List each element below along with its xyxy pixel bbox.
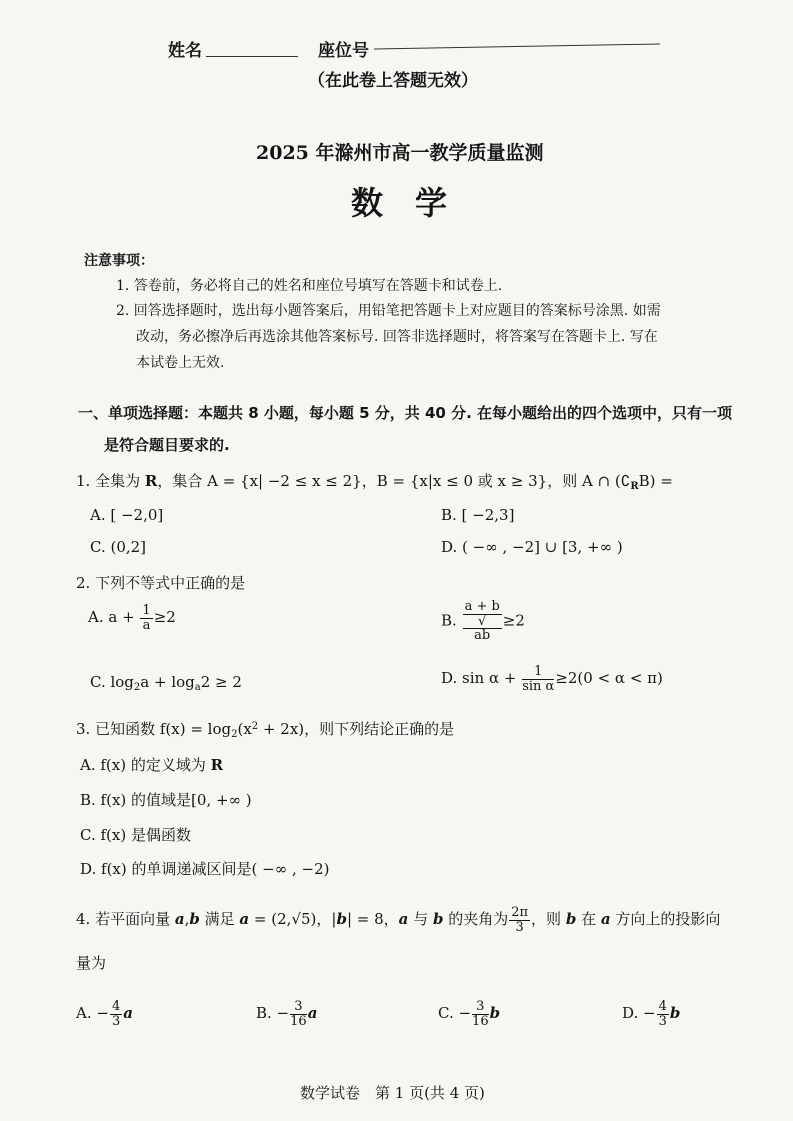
q4-stem-line-2: 量为 bbox=[76, 954, 107, 972]
q4-option-a: A. − $\frac{4}{3}$ a bbox=[76, 999, 133, 1029]
q3-option-d: D. f(x) 的单调递减区间是( −∞ , −2) bbox=[80, 860, 330, 878]
q3-option-c: C. f(x) 是偶函数 bbox=[80, 826, 191, 844]
notice-item-1: 1. 答卷前，务必将自己的姓名和座位号填写在答题卡和试卷上. bbox=[116, 278, 503, 294]
notice-item-2-line-3: 本试卷上无效. bbox=[136, 355, 225, 371]
seat-blank-line bbox=[374, 44, 660, 50]
subject-title: 数 学 bbox=[351, 184, 448, 222]
q1-option-b: B. [ −2,3] bbox=[441, 506, 515, 524]
q4-option-d: D. − $\frac{4}{3}$ b bbox=[622, 999, 681, 1029]
name-blank-line bbox=[206, 56, 298, 57]
notice-item-2-line-1: 2. 回答选择题时，选出每小题答案后，用铅笔把答题卡上对应题目的答案标号涂黑. 如需 bbox=[116, 303, 661, 319]
q3-option-b: B. f(x) 的值域是[0, +∞ ) bbox=[80, 791, 252, 809]
name-label: 姓名 bbox=[168, 41, 202, 61]
q1-stem: 1. 全集为 R，集合 A = {x| −2 ≤ x ≤ 2}，B = {x|x ≤ 0 或 x ≥ 3}，则 A ∩ $(∁_RB)$ = bbox=[76, 472, 673, 492]
notice-heading: 注意事项： bbox=[84, 253, 154, 269]
section-heading-line-2: 是符合题目要求的. bbox=[104, 436, 230, 454]
q3-option-a: A. f(x) 的定义域为 R bbox=[80, 756, 224, 774]
seat-label: 座位号 bbox=[318, 41, 369, 61]
q2-option-d: D. sin α + $\frac{1}{\text{sin α}}$ ≥2(0 < α < π) bbox=[441, 664, 663, 694]
q1-option-d: D. ( −∞ , −2] ∪ [3, +∞ ) bbox=[441, 538, 623, 556]
q1-option-a: A. [ −2,0] bbox=[90, 506, 164, 524]
q4-option-c: C. − $\frac{3}{16}$ b bbox=[438, 999, 501, 1029]
q2-option-b: B. a + b √ ab ≥2 bbox=[441, 599, 525, 644]
q2-option-a: A. a + $\frac{1}{a}$ ≥2 bbox=[88, 603, 176, 633]
page-footer: 数学试卷 第 1 页(共 4 页) bbox=[300, 1084, 485, 1102]
exam-title: 2025 年滁州市高一教学质量监测 bbox=[256, 142, 544, 164]
q3-stem: 3. 已知函数 $f(x) = \log_2(x^2 + 2x)$，则下列结论正确的是 bbox=[76, 720, 455, 740]
section-heading-line-1: 一、单项选择题：本题共 8 小题，每小题 5 分，共 40 分. 在每小题给出的四个选项中，只有一项 bbox=[78, 404, 733, 422]
q2-option-c: C. $\log_2a + \log_a2 \ge 2$ bbox=[90, 673, 242, 693]
notice-item-2-line-2: 改动，务必擦净后再选涂其他答案标号. 回答非选择题时，将答案写在答题卡上. 写在 bbox=[136, 329, 658, 345]
invalid-note: （在此卷上答题无效） bbox=[308, 71, 478, 91]
q4-option-b: B. − $\frac{3}{16}$ a bbox=[256, 999, 318, 1029]
q2-stem: 2. 下列不等式中正确的是 bbox=[76, 574, 246, 592]
q4-stem-line-1: 4. 若平面向量 a,b 满足 a = (2,√5)，|b| = 8，a 与 b 的夹角为 $\frac{2\pi}{3}$ ，则 b 在 a 方向上的投影向 bbox=[76, 905, 721, 935]
q1-option-c: C. (0,2] bbox=[90, 538, 147, 556]
